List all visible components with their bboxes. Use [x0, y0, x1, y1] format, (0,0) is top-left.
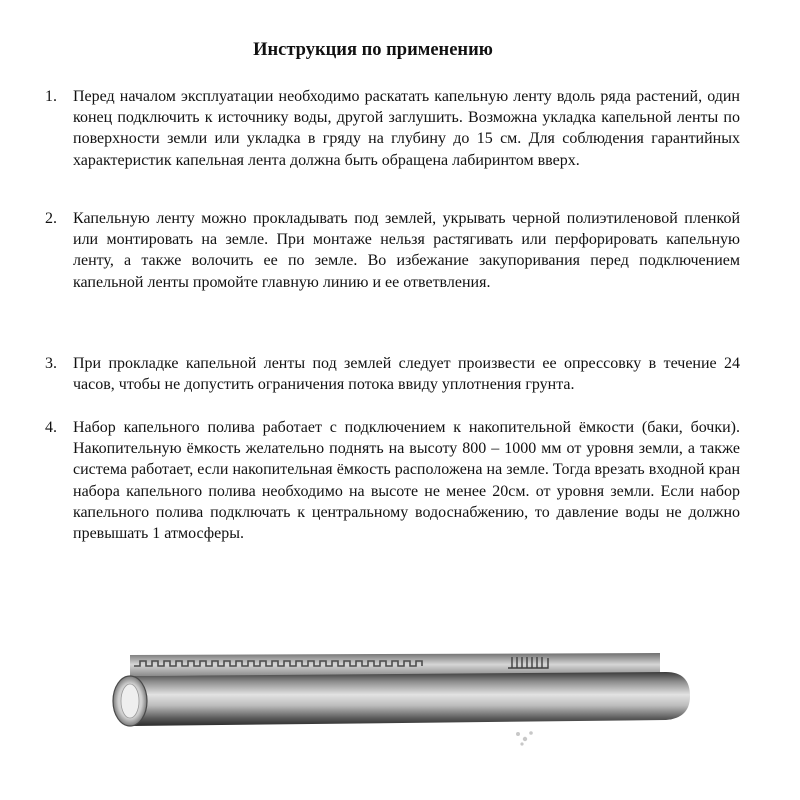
- water-drops: [516, 731, 533, 745]
- tube-body: [132, 672, 690, 726]
- tube-inner-hole: [121, 684, 139, 718]
- drip-tape-illustration-icon: [100, 640, 700, 750]
- item-number: 2.: [45, 210, 57, 227]
- item-text: Капельную ленту можно прокладывать под землей, укрывать черной полиэтиленовой пленкой или монтировать на земле. При монтаже нельзя растягивать или перфорировать капельную ленту, а также волочить ее по земле. Во избежание закупоривания перед подключением капельной ленты промойте главную линию и ее ответвления.: [73, 210, 740, 291]
- item-number: 4.: [45, 419, 57, 436]
- instruction-item-3: [45, 353, 740, 395]
- instruction-item-4: [45, 417, 740, 544]
- item-number: 3.: [45, 355, 57, 372]
- item-number: 1.: [45, 88, 57, 105]
- item-text: Перед началом эксплуатации необходимо раскатать капельную ленту вдоль ряда растений, один конец подключить к источнику воды, другой заглушить. Возможна укладка капельной ленты по поверхности земли или укладка в гряду на глубину до 15 см. Для соблюдения гарантийных характеристик капельная лента должна быть обращена лабиринтом вверх.: [73, 88, 740, 169]
- instruction-item-2: [45, 208, 740, 293]
- labyrinth-strip: [130, 653, 660, 676]
- item-text: При прокладке капельной ленты под землей следует произвести ее опрессовку в течение 24 часов, чтобы не допустить ограничения потока ввиду уплотнения грунта.: [73, 355, 740, 394]
- document-title: Инструкция по применению: [253, 40, 493, 60]
- item-text: Набор капельного полива работает с подключением к накопительной ёмкости (баки, бочки). Накопительную ёмкость желательно поднять на высоту 800 – 1000 мм от уровня земли, а также система работает, если накопительная ёмкость расположена на земле. Тогда врезать входной кран набора капельного полива необходимо на высоте не менее 20см. от уровня земли. Если набор капельного полива подключать к центральному водоснабжению, то давление воды не должно превышать 1 атмосферы.: [73, 419, 740, 543]
- instruction-item-1: [45, 86, 740, 171]
